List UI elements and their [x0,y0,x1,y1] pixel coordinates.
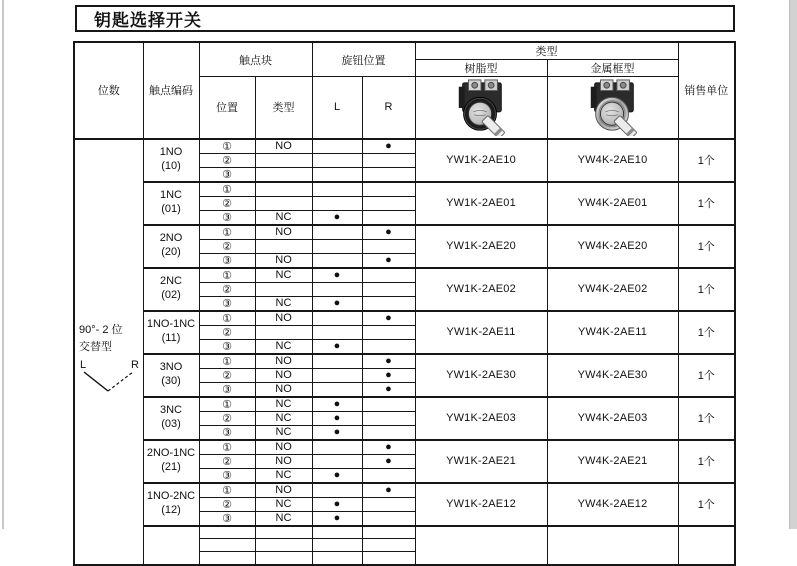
contact-type-cell: NO [255,139,312,154]
contact-position-cell: ① [199,268,255,283]
contact-code-number: (12) [161,504,181,516]
knob-right-cell [362,468,415,483]
resin-part-number-cell: YW1K-2AE20 [415,225,547,268]
contact-type-cell: NO [255,454,312,468]
knob-left-cell [312,196,362,210]
knob-left-cell: ● [312,339,362,354]
contact-code-cell [143,526,199,565]
knob-right-cell [362,325,415,339]
sales-unit-cell: 1个 [678,397,735,440]
knob-right-cell [362,153,415,167]
resin-part-number-cell: YW1K-2AE02 [415,268,547,311]
sales-unit-cell: 1个 [678,440,735,483]
knob-left-cell [312,368,362,382]
contact-position-cell: ② [199,153,255,167]
key-switch-metal-icon [582,78,644,136]
table-row [74,182,735,197]
key-switch-spec-table [73,41,736,566]
header-contact-position: 位置 [199,77,255,139]
sales-unit-cell: 1个 [678,311,735,354]
page-left-edge-line [2,0,4,529]
knob-left-cell [312,539,362,552]
contact-code-number: (21) [161,461,181,473]
resin-switch-photo-cell [415,77,547,139]
contact-type-cell: NC [255,425,312,440]
resin-part-number-cell: YW1K-2AE01 [415,182,547,225]
contact-code-cell [143,397,199,440]
knob-right-cell [362,167,415,182]
contact-type-cell [255,196,312,210]
table-row [74,397,735,412]
contact-code: 1NO-1NC [146,318,196,331]
contact-position-cell: ③ [199,210,255,225]
knob-right-cell [362,196,415,210]
contact-position-cell: ② [199,497,255,511]
table-row [74,354,735,369]
contact-code-number: (10) [161,160,181,172]
metal-switch-photo [548,77,678,138]
table-row [74,225,735,240]
contact-code-cell [143,311,199,354]
knob-left-cell [312,311,362,326]
resin-part-number-cell [415,526,547,565]
knob-right-cell: ● [362,311,415,326]
contact-code: 1NO [159,146,183,159]
contact-position-cell: ② [199,282,255,296]
resin-part-number-cell: YW1K-2AE10 [415,139,547,182]
knob-left-cell [312,382,362,397]
contact-code-cell [143,440,199,483]
contact-position-cell: ③ [199,253,255,268]
header-metal-type: 金属框型 [547,60,678,77]
resin-part-number-cell: YW1K-2AE30 [415,354,547,397]
knob-left-cell [312,253,362,268]
knob-left-cell: ● [312,511,362,526]
contact-type-cell [255,153,312,167]
contact-type-cell [255,182,312,197]
contact-position-cell: ② [199,411,255,425]
knob-left-cell [312,354,362,369]
contact-code-cell [143,139,199,182]
contact-type-cell: NC [255,511,312,526]
knob-left-cell: ● [312,296,362,311]
contact-code-number: (02) [161,289,181,301]
contact-type-cell: NC [255,397,312,412]
header-sales-unit: 销售单位 [678,42,735,139]
header-knob-position: 旋钮位置 [312,42,415,77]
metal-part-number-cell: YW4K-2AE11 [547,311,678,354]
knob-left-cell: ● [312,210,362,225]
knob-right-cell [362,210,415,225]
contact-code: 3NC [159,404,182,417]
contact-code: 3NO [159,361,183,374]
knob-right-cell [362,539,415,552]
contact-type-cell: NO [255,225,312,240]
contact-type-cell: NO [255,382,312,397]
knob-left-cell [312,153,362,167]
contact-code: 1NO-2NC [146,490,196,503]
resin-part-number-cell: YW1K-2AE12 [415,483,547,526]
contact-code-cell [143,182,199,225]
contact-type-cell [255,552,312,565]
contact-code-cell [143,354,199,397]
resin-part-number-cell: YW1K-2AE21 [415,440,547,483]
contact-position-cell: ② [199,196,255,210]
knob-left-cell: ● [312,468,362,483]
contact-position-cell: ③ [199,511,255,526]
contact-type-cell: NO [255,368,312,382]
resin-part-number-cell: YW1K-2AE11 [415,311,547,354]
knob-right-cell: ● [362,382,415,397]
knob-right-cell [362,296,415,311]
contact-type-cell: NC [255,468,312,483]
knob-right-cell [362,397,415,412]
sales-unit-cell [678,526,735,565]
header-resin-type: 树脂型 [415,60,547,77]
metal-part-number-cell: YW4K-2AE02 [547,268,678,311]
contact-position-cell [199,526,255,539]
knob-right-cell: ● [362,225,415,240]
header-knob-left: L [312,77,362,139]
knob-left-cell [312,440,362,455]
positions-line2: 交替型 [79,340,112,353]
contact-code-number: (20) [161,246,181,258]
knob-right-cell [362,239,415,253]
positions-line1: 90°- 2 位 [79,324,123,336]
knob-left-cell: ● [312,411,362,425]
contact-code-cell [143,268,199,311]
knob-left-cell [312,526,362,539]
header-contact-code: 触点编码 [143,42,199,139]
knob-right-cell: ● [362,483,415,498]
knob-right-cell [362,268,415,283]
table-row [74,440,735,455]
page-title: 钥匙选择开关 [94,11,202,30]
header-contact-block: 触点块 [199,42,312,77]
contact-code-number: (30) [161,375,181,387]
contact-type-cell: NC [255,268,312,283]
contact-code-cell [143,225,199,268]
knob-right-cell [362,497,415,511]
contact-type-cell: NO [255,253,312,268]
sales-unit-cell: 1个 [678,354,735,397]
table-row [74,139,735,154]
diagram-right-label: R [131,359,139,371]
knob-left-cell [312,282,362,296]
contact-code: 2NO-1NC [146,447,196,460]
page-right-shadow [789,0,797,529]
positions-cell [74,139,143,565]
key-switch-resin-icon [450,78,512,136]
contact-position-cell: ① [199,225,255,240]
contact-code-number: (11) [161,332,181,344]
knob-position-diagram [79,357,141,395]
knob-left-cell: ● [312,497,362,511]
resin-switch-photo [416,77,547,138]
metal-part-number-cell: YW4K-2AE03 [547,397,678,440]
metal-switch-photo-cell [547,77,678,139]
knob-right-cell: ● [362,368,415,382]
contact-position-cell: ③ [199,167,255,182]
section-title-box [75,5,735,32]
contact-position-cell: ② [199,368,255,382]
contact-type-cell [255,239,312,253]
resin-part-number-cell: YW1K-2AE03 [415,397,547,440]
sales-unit-cell: 1个 [678,182,735,225]
knob-right-cell: ● [362,139,415,154]
metal-part-number-cell: YW4K-2AE10 [547,139,678,182]
contact-code: 1NC [159,189,182,202]
contact-type-cell: NO [255,354,312,369]
knob-right-cell: ● [362,454,415,468]
contact-code-cell [143,483,199,526]
table-row [74,526,735,539]
knob-left-cell [312,483,362,498]
contact-type-cell [255,282,312,296]
contact-position-cell: ③ [199,468,255,483]
knob-left-cell [312,139,362,154]
header-contact-type: 类型 [255,77,312,139]
contact-type-cell: NO [255,440,312,455]
sales-unit-cell: 1个 [678,483,735,526]
diagram-left-label: L [80,359,87,371]
metal-part-number-cell [547,526,678,565]
knob-right-cell [362,526,415,539]
knob-right-cell: ● [362,253,415,268]
knob-left-cell: ● [312,425,362,440]
contact-position-cell: ③ [199,339,255,354]
knob-left-cell: ● [312,268,362,283]
contact-type-cell: NC [255,210,312,225]
contact-position-cell: ① [199,483,255,498]
knob-left-cell [312,225,362,240]
header-knob-right: R [362,77,415,139]
contact-type-cell [255,325,312,339]
contact-position-cell: ① [199,311,255,326]
metal-part-number-cell: YW4K-2AE21 [547,440,678,483]
contact-type-cell: NC [255,497,312,511]
header-positions: 位数 [74,42,143,139]
knob-right-cell [362,182,415,197]
sales-unit-cell: 1个 [678,225,735,268]
contact-type-cell: NC [255,339,312,354]
knob-right-cell [362,282,415,296]
table-row [74,483,735,498]
contact-position-cell: ② [199,239,255,253]
sales-unit-cell: 1个 [678,268,735,311]
knob-left-cell [312,552,362,565]
contact-position-cell: ② [199,325,255,339]
contact-position-cell: ① [199,354,255,369]
contact-position-cell: ③ [199,296,255,311]
positions-info [75,308,143,395]
knob-left-cell [312,239,362,253]
contact-position-cell [199,552,255,565]
contact-position-cell: ③ [199,382,255,397]
contact-position-cell: ② [199,454,255,468]
knob-right-cell [362,339,415,354]
metal-part-number-cell: YW4K-2AE20 [547,225,678,268]
contact-type-cell: NO [255,311,312,326]
sales-unit-cell: 1个 [678,139,735,182]
knob-left-cell [312,325,362,339]
contact-code: 2NC [159,275,182,288]
knob-right-cell [362,511,415,526]
contact-position-cell: ① [199,182,255,197]
metal-part-number-cell: YW4K-2AE01 [547,182,678,225]
contact-type-cell: NO [255,483,312,498]
contact-position-cell [199,539,255,552]
contact-type-cell: NC [255,411,312,425]
table-row [74,311,735,326]
knob-left-cell [312,454,362,468]
contact-type-cell [255,167,312,182]
contact-code-number: (03) [161,418,181,430]
knob-left-cell: ● [312,397,362,412]
contact-type-cell: NC [255,296,312,311]
metal-part-number-cell: YW4K-2AE12 [547,483,678,526]
knob-right-cell: ● [362,354,415,369]
contact-code: 2NO [159,232,183,245]
header-type-group: 类型 [415,42,678,60]
metal-part-number-cell: YW4K-2AE30 [547,354,678,397]
knob-right-cell [362,411,415,425]
contact-code-number: (01) [161,203,181,215]
contact-type-cell [255,539,312,552]
contact-position-cell: ① [199,440,255,455]
contact-type-cell [255,526,312,539]
knob-left-cell [312,182,362,197]
contact-position-cell: ③ [199,425,255,440]
contact-position-cell: ① [199,139,255,154]
table-row [74,268,735,283]
knob-right-cell [362,552,415,565]
knob-left-cell [312,167,362,182]
knob-right-cell [362,425,415,440]
contact-position-cell: ① [199,397,255,412]
knob-right-cell: ● [362,440,415,455]
